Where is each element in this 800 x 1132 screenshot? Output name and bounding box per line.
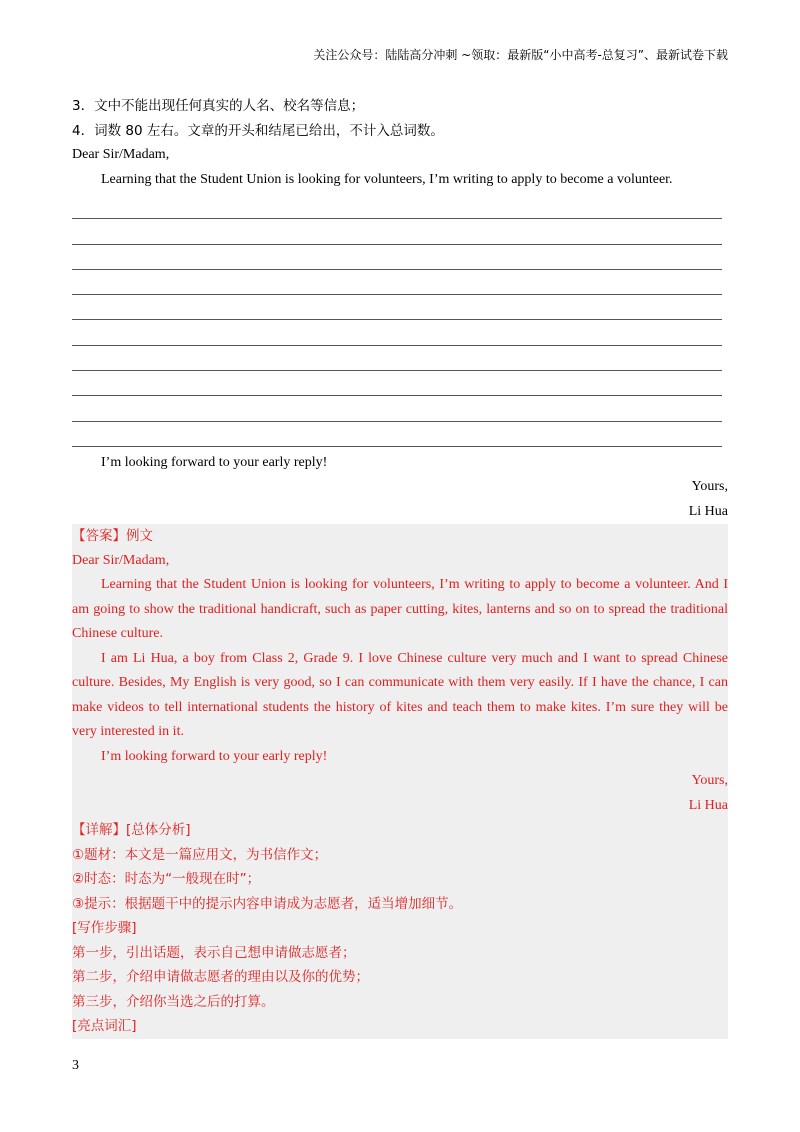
question-opening: Learning that the Student Union is looking for volunteers, I’m writing to apply to become a volunteer. [101, 171, 673, 187]
answer-closing: I’m looking forward to your early reply! [101, 748, 328, 764]
writing-line [72, 320, 722, 345]
writing-line [72, 219, 722, 244]
requirement-4: 4．词数 80 左右。文章的开头和结尾已给出，不计入总词数。 [72, 122, 444, 139]
answer-paragraph-2: I am Li Hua, a boy from Class 2, Grade 9. I love Chinese culture very much and I want to spread Chinese culture. Besides, My English is very good, so I can communicate with them very easily. If I have the chance, I can make videos to tell international students the history of kites and teach them to make kites. I’m sure they will be very interested in it. [72, 650, 728, 740]
writing-line [72, 245, 722, 270]
page-content [72, 94, 728, 1039]
writing-line [72, 346, 722, 371]
explanation-label: 【详解】[总体分析] [72, 822, 191, 839]
step-item: 第一步，引出话题，表示自己想申请做志愿者； [72, 944, 356, 961]
steps-label: [写作步骤] [72, 920, 137, 937]
writing-line [72, 295, 722, 320]
answer-paragraph-1: Learning that the Student Union is looking for volunteers, I’m writing to apply to become a volunteer. And I am going to show the traditional handicraft, such as paper cutting, kites, lanterns and so on to spread the traditional Chinese culture. [72, 577, 728, 642]
answer-label: 【答案】例文 [72, 528, 153, 545]
question-closing: I’m looking forward to your early reply! [101, 454, 328, 470]
page-number: 3 [72, 1058, 79, 1073]
analysis-item: ①题材：本文是一篇应用文，为书信作文； [72, 846, 328, 863]
answer-name: Li Hua [688, 797, 728, 813]
question-signoff: Yours, [691, 479, 728, 495]
answer-salutation: Dear Sir/Madam, [72, 552, 170, 568]
writing-line [72, 422, 722, 447]
writing-line [72, 396, 722, 421]
analysis-item: ③提示：根据题干中的提示内容申请成为志愿者，适当增加细节。 [72, 895, 463, 912]
question-name: Li Hua [688, 503, 728, 519]
step-item: 第二步，介绍申请做志愿者的理由以及你的优势； [72, 969, 369, 986]
step-item: 第三步，介绍你当选之后的打算。 [72, 993, 275, 1010]
writing-lines [72, 194, 728, 447]
analysis-item: ②时态：时态为“一般现在时”； [72, 871, 261, 888]
writing-line [72, 270, 722, 295]
vocab-label: [亮点词汇] [72, 1018, 137, 1035]
question-salutation: Dear Sir/Madam, [72, 147, 170, 162]
answer-block [72, 524, 728, 1039]
writing-line [72, 194, 722, 219]
writing-line [72, 371, 722, 396]
answer-signoff: Yours, [691, 773, 728, 789]
requirement-3: 3．文中不能出现任何真实的人名、校名等信息； [72, 98, 365, 114]
page-header: 关注公众号：陆陆高分冲刺 ~领取：最新版“小中高考-总复习”、最新试卷下载 [313, 48, 728, 62]
